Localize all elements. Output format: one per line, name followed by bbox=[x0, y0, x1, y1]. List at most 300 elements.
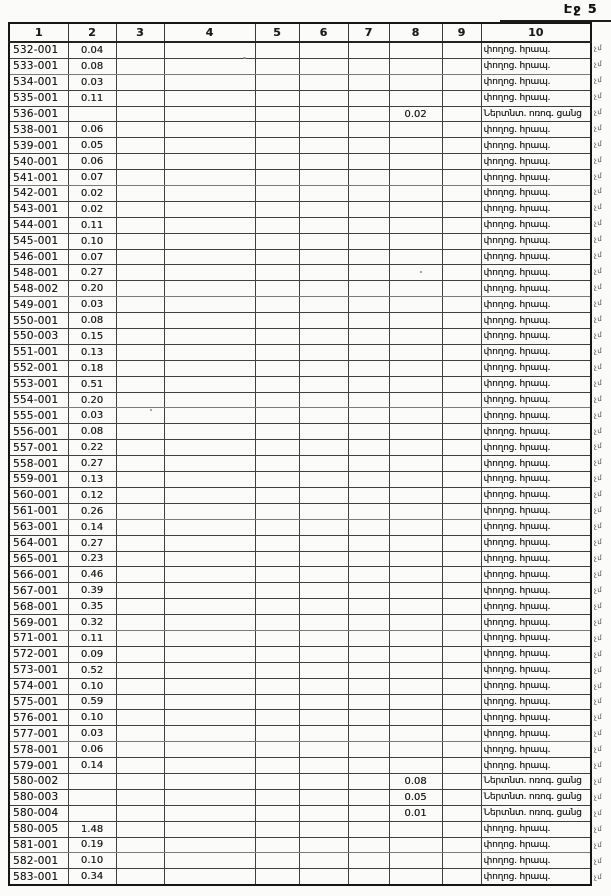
empty-cell bbox=[348, 408, 389, 424]
empty-cell bbox=[164, 360, 255, 376]
col8-area-cell bbox=[389, 440, 442, 456]
empty-cell bbox=[299, 583, 348, 599]
empty-cell bbox=[164, 726, 255, 742]
col8-area-cell bbox=[389, 630, 442, 646]
area-value-cell: 0.20 bbox=[68, 281, 116, 297]
land-use-cell: փողոց. հրապ. bbox=[481, 853, 591, 869]
empty-cell bbox=[164, 106, 255, 122]
empty-cell bbox=[116, 154, 164, 170]
table-row bbox=[9, 678, 591, 694]
parcel-code-cell: 533-001 bbox=[9, 58, 68, 74]
empty-cell bbox=[348, 376, 389, 392]
parcel-code-cell: 542-001 bbox=[9, 186, 68, 202]
empty-cell bbox=[348, 678, 389, 694]
empty-cell bbox=[348, 805, 389, 821]
land-use-cell: Ներտնտ. ոռոգ. ցանց bbox=[481, 773, 591, 789]
empty-cell bbox=[299, 630, 348, 646]
empty-cell bbox=[255, 186, 299, 202]
empty-cell bbox=[442, 122, 481, 138]
parcel-code-cell: 572-001 bbox=[9, 646, 68, 662]
parcel-code-cell: 583-001 bbox=[9, 869, 68, 885]
land-use-cell: փողոց. հրապ. bbox=[481, 170, 591, 186]
empty-cell bbox=[116, 742, 164, 758]
land-use-cell: փողոց. հրապ. bbox=[481, 551, 591, 567]
table-row bbox=[9, 821, 591, 837]
empty-cell bbox=[116, 456, 164, 472]
empty-cell bbox=[299, 329, 348, 345]
margin-annotations-column bbox=[594, 41, 611, 886]
table-row bbox=[9, 853, 591, 869]
empty-cell bbox=[348, 233, 389, 249]
empty-cell bbox=[255, 90, 299, 106]
margin-annotation: չմ bbox=[593, 554, 603, 563]
empty-cell bbox=[255, 456, 299, 472]
col8-area-cell: 0.05 bbox=[389, 789, 442, 805]
empty-cell bbox=[348, 630, 389, 646]
empty-cell bbox=[442, 821, 481, 837]
margin-annotation: չմ bbox=[593, 362, 603, 372]
empty-cell bbox=[116, 773, 164, 789]
margin-annotation: չմ bbox=[593, 139, 603, 148]
empty-cell bbox=[299, 678, 348, 694]
empty-cell bbox=[348, 456, 389, 472]
empty-cell bbox=[116, 392, 164, 408]
land-use-cell: փողոց. հրապ. bbox=[481, 503, 591, 519]
col8-area-cell bbox=[389, 58, 442, 74]
table-row bbox=[9, 58, 591, 74]
table-row bbox=[9, 170, 591, 186]
empty-cell bbox=[164, 630, 255, 646]
column-header: 4 bbox=[164, 23, 255, 42]
land-use-cell: փողոց. հրապ. bbox=[481, 313, 591, 329]
empty-cell bbox=[442, 551, 481, 567]
table-row bbox=[9, 837, 591, 853]
parcel-code-cell: 545-001 bbox=[9, 233, 68, 249]
col8-area-cell bbox=[389, 424, 442, 440]
margin-annotation: չմ bbox=[593, 187, 603, 196]
empty-cell bbox=[164, 773, 255, 789]
column-header: 7 bbox=[348, 23, 389, 42]
margin-annotation: չմ bbox=[593, 171, 603, 180]
column-header: 3 bbox=[116, 23, 164, 42]
table-row bbox=[9, 583, 591, 599]
col8-area-cell bbox=[389, 853, 442, 869]
land-use-cell: փողոց. հրապ. bbox=[481, 519, 591, 535]
empty-cell bbox=[299, 424, 348, 440]
empty-cell bbox=[348, 329, 389, 345]
land-use-cell: փողոց. հրապ. bbox=[481, 583, 591, 599]
empty-cell bbox=[299, 122, 348, 138]
empty-cell bbox=[164, 424, 255, 440]
parcel-code-cell: 540-001 bbox=[9, 154, 68, 170]
empty-cell bbox=[164, 869, 255, 885]
empty-cell bbox=[164, 758, 255, 774]
empty-cell bbox=[116, 58, 164, 74]
parcel-code-cell: 552-001 bbox=[9, 360, 68, 376]
empty-cell bbox=[164, 376, 255, 392]
empty-cell bbox=[116, 265, 164, 281]
table-row bbox=[9, 344, 591, 360]
table-row bbox=[9, 742, 591, 758]
area-value-cell: 0.08 bbox=[68, 424, 116, 440]
empty-cell bbox=[255, 408, 299, 424]
parcel-code-cell: 538-001 bbox=[9, 122, 68, 138]
empty-cell bbox=[164, 551, 255, 567]
empty-cell bbox=[442, 281, 481, 297]
empty-cell bbox=[442, 599, 481, 615]
empty-cell bbox=[442, 329, 481, 345]
empty-cell bbox=[255, 201, 299, 217]
margin-annotation: չմ bbox=[593, 107, 603, 117]
margin-annotation: չմ bbox=[593, 824, 603, 834]
empty-cell bbox=[299, 487, 348, 503]
parcel-code-cell: 577-001 bbox=[9, 726, 68, 742]
area-value-cell: 0.08 bbox=[68, 58, 116, 74]
empty-cell bbox=[255, 662, 299, 678]
table-row bbox=[9, 106, 591, 122]
column-header: 9 bbox=[442, 23, 481, 42]
empty-cell bbox=[348, 424, 389, 440]
empty-cell bbox=[299, 313, 348, 329]
empty-cell bbox=[442, 615, 481, 631]
empty-cell bbox=[348, 742, 389, 758]
col8-area-cell bbox=[389, 74, 442, 90]
empty-cell bbox=[348, 662, 389, 678]
empty-cell bbox=[164, 853, 255, 869]
parcel-code-cell: 568-001 bbox=[9, 599, 68, 615]
land-use-cell: փողոց. հրապ. bbox=[481, 408, 591, 424]
margin-annotation: չմ bbox=[593, 809, 603, 818]
empty-cell bbox=[348, 392, 389, 408]
table-header-row bbox=[9, 23, 591, 42]
table-row bbox=[9, 297, 591, 313]
empty-cell bbox=[255, 122, 299, 138]
empty-cell bbox=[442, 217, 481, 233]
empty-cell bbox=[299, 170, 348, 186]
empty-cell bbox=[299, 472, 348, 488]
land-use-cell: փողոց. հրապ. bbox=[481, 58, 591, 74]
empty-cell bbox=[255, 535, 299, 551]
table-row bbox=[9, 535, 591, 551]
empty-cell bbox=[164, 408, 255, 424]
column-header: 10 bbox=[481, 23, 591, 42]
margin-annotation: չմ bbox=[593, 251, 603, 260]
col8-area-cell bbox=[389, 456, 442, 472]
empty-cell bbox=[442, 170, 481, 186]
empty-cell bbox=[116, 90, 164, 106]
empty-cell bbox=[348, 360, 389, 376]
empty-cell bbox=[442, 74, 481, 90]
table-wrapper bbox=[8, 22, 592, 886]
margin-annotation: չմ bbox=[593, 856, 603, 866]
empty-cell bbox=[164, 186, 255, 202]
empty-cell bbox=[348, 646, 389, 662]
margin-annotation: չմ bbox=[593, 314, 603, 324]
land-use-cell: փողոց. հրապ. bbox=[481, 456, 591, 472]
empty-cell bbox=[255, 789, 299, 805]
area-value-cell: 0.14 bbox=[68, 519, 116, 535]
empty-cell bbox=[348, 583, 389, 599]
empty-cell bbox=[348, 487, 389, 503]
empty-cell bbox=[348, 503, 389, 519]
area-value-cell: 0.03 bbox=[68, 726, 116, 742]
empty-cell bbox=[348, 440, 389, 456]
area-value-cell bbox=[68, 805, 116, 821]
parcel-code-cell: 558-001 bbox=[9, 456, 68, 472]
empty-cell bbox=[164, 710, 255, 726]
empty-cell bbox=[442, 138, 481, 154]
empty-cell bbox=[116, 42, 164, 58]
area-value-cell: 0.06 bbox=[68, 122, 116, 138]
empty-cell bbox=[116, 519, 164, 535]
empty-cell bbox=[255, 106, 299, 122]
empty-cell bbox=[164, 519, 255, 535]
empty-cell bbox=[255, 265, 299, 281]
area-value-cell: 0.07 bbox=[68, 170, 116, 186]
empty-cell bbox=[164, 42, 255, 58]
table-row bbox=[9, 551, 591, 567]
margin-annotation: չմ bbox=[593, 346, 603, 356]
col8-area-cell bbox=[389, 344, 442, 360]
area-value-cell: 0.04 bbox=[68, 42, 116, 58]
empty-cell bbox=[299, 567, 348, 583]
margin-annotation: չմ bbox=[593, 474, 603, 483]
empty-cell bbox=[255, 138, 299, 154]
scan-speck bbox=[420, 271, 422, 273]
table-row bbox=[9, 456, 591, 472]
land-use-cell: փողոց. հրապ. bbox=[481, 424, 591, 440]
land-use-cell: փողոց. հրապ. bbox=[481, 138, 591, 154]
empty-cell bbox=[164, 170, 255, 186]
empty-cell bbox=[348, 773, 389, 789]
parcel-code-cell: 559-001 bbox=[9, 472, 68, 488]
empty-cell bbox=[299, 74, 348, 90]
col8-area-cell bbox=[389, 678, 442, 694]
empty-cell bbox=[442, 487, 481, 503]
area-value-cell: 0.13 bbox=[68, 344, 116, 360]
parcel-code-cell: 544-001 bbox=[9, 217, 68, 233]
empty-cell bbox=[442, 646, 481, 662]
col8-area-cell bbox=[389, 265, 442, 281]
area-value-cell: 0.06 bbox=[68, 742, 116, 758]
empty-cell bbox=[348, 599, 389, 615]
empty-cell bbox=[348, 551, 389, 567]
parcel-code-cell: 550-001 bbox=[9, 313, 68, 329]
empty-cell bbox=[164, 297, 255, 313]
empty-cell bbox=[348, 281, 389, 297]
margin-annotation: չմ bbox=[593, 681, 603, 690]
area-value-cell: 0.11 bbox=[68, 630, 116, 646]
area-value-cell: 0.34 bbox=[68, 869, 116, 885]
empty-cell bbox=[442, 106, 481, 122]
empty-cell bbox=[299, 646, 348, 662]
empty-cell bbox=[255, 869, 299, 885]
parcel-code-cell: 541-001 bbox=[9, 170, 68, 186]
margin-annotation: չմ bbox=[593, 601, 603, 611]
land-use-cell: փողոց. հրապ. bbox=[481, 646, 591, 662]
land-use-cell: փողոց. հրապ. bbox=[481, 344, 591, 360]
col8-area-cell bbox=[389, 694, 442, 710]
empty-cell bbox=[164, 487, 255, 503]
area-value-cell: 0.10 bbox=[68, 678, 116, 694]
col8-area-cell bbox=[389, 122, 442, 138]
table-row bbox=[9, 217, 591, 233]
parcel-code-cell: 546-001 bbox=[9, 249, 68, 265]
empty-cell bbox=[164, 265, 255, 281]
parcel-code-cell: 556-001 bbox=[9, 424, 68, 440]
empty-cell bbox=[255, 424, 299, 440]
scan-speck bbox=[150, 409, 152, 411]
parcel-code-cell: 561-001 bbox=[9, 503, 68, 519]
empty-cell bbox=[116, 726, 164, 742]
margin-annotation: չմ bbox=[593, 713, 603, 722]
margin-annotation: չմ bbox=[593, 330, 603, 340]
empty-cell bbox=[255, 615, 299, 631]
empty-cell bbox=[299, 233, 348, 249]
empty-cell bbox=[116, 472, 164, 488]
parcel-code-cell: 551-001 bbox=[9, 344, 68, 360]
empty-cell bbox=[348, 726, 389, 742]
land-use-cell: փողոց. հրապ. bbox=[481, 329, 591, 345]
empty-cell bbox=[299, 344, 348, 360]
parcel-code-cell: 580-002 bbox=[9, 773, 68, 789]
parcel-code-cell: 554-001 bbox=[9, 392, 68, 408]
empty-cell bbox=[164, 122, 255, 138]
area-value-cell: 0.32 bbox=[68, 615, 116, 631]
empty-cell bbox=[348, 869, 389, 885]
col8-area-cell bbox=[389, 742, 442, 758]
col8-area-cell bbox=[389, 487, 442, 503]
empty-cell bbox=[164, 567, 255, 583]
land-use-cell: փողոց. հրապ. bbox=[481, 233, 591, 249]
land-use-cell: փողոց. հրապ. bbox=[481, 360, 591, 376]
empty-cell bbox=[164, 615, 255, 631]
empty-cell bbox=[255, 742, 299, 758]
empty-cell bbox=[164, 742, 255, 758]
empty-cell bbox=[116, 710, 164, 726]
col8-area-cell bbox=[389, 281, 442, 297]
empty-cell bbox=[299, 217, 348, 233]
parcel-code-cell: 560-001 bbox=[9, 487, 68, 503]
empty-cell bbox=[164, 392, 255, 408]
empty-cell bbox=[255, 726, 299, 742]
table-row bbox=[9, 233, 591, 249]
empty-cell bbox=[116, 837, 164, 853]
table-row bbox=[9, 758, 591, 774]
empty-cell bbox=[255, 217, 299, 233]
empty-cell bbox=[299, 456, 348, 472]
table-row bbox=[9, 249, 591, 265]
empty-cell bbox=[442, 630, 481, 646]
empty-cell bbox=[255, 837, 299, 853]
margin-annotation: չմ bbox=[593, 219, 603, 228]
empty-cell bbox=[299, 551, 348, 567]
land-use-cell: փողոց. հրապ. bbox=[481, 201, 591, 217]
col8-area-cell bbox=[389, 233, 442, 249]
empty-cell bbox=[255, 646, 299, 662]
land-use-cell: փողոց. հրապ. bbox=[481, 217, 591, 233]
empty-cell bbox=[348, 789, 389, 805]
parcel-code-cell: 567-001 bbox=[9, 583, 68, 599]
empty-cell bbox=[116, 138, 164, 154]
empty-cell bbox=[442, 535, 481, 551]
empty-cell bbox=[348, 90, 389, 106]
table-row bbox=[9, 42, 591, 58]
land-use-cell: փողոց. հրապ. bbox=[481, 615, 591, 631]
empty-cell bbox=[116, 74, 164, 90]
empty-cell bbox=[164, 154, 255, 170]
empty-cell bbox=[299, 694, 348, 710]
parcel-code-cell: 573-001 bbox=[9, 662, 68, 678]
empty-cell bbox=[116, 583, 164, 599]
col8-area-cell bbox=[389, 646, 442, 662]
table-row bbox=[9, 281, 591, 297]
col8-area-cell bbox=[389, 758, 442, 774]
empty-cell bbox=[116, 646, 164, 662]
empty-cell bbox=[116, 503, 164, 519]
area-value-cell: 0.03 bbox=[68, 297, 116, 313]
empty-cell bbox=[164, 329, 255, 345]
area-value-cell bbox=[68, 789, 116, 805]
empty-cell bbox=[348, 186, 389, 202]
margin-annotation: չմ bbox=[593, 123, 603, 132]
land-use-cell: փողոց. հրապ. bbox=[481, 440, 591, 456]
area-value-cell: 0.46 bbox=[68, 567, 116, 583]
empty-cell bbox=[299, 837, 348, 853]
empty-cell bbox=[164, 646, 255, 662]
table-row bbox=[9, 154, 591, 170]
empty-cell bbox=[116, 408, 164, 424]
margin-annotation: չմ bbox=[593, 506, 603, 515]
empty-cell bbox=[299, 249, 348, 265]
table-row bbox=[9, 503, 591, 519]
land-use-cell: փողոց. հրապ. bbox=[481, 122, 591, 138]
empty-cell bbox=[255, 583, 299, 599]
table-row bbox=[9, 662, 591, 678]
empty-cell bbox=[442, 662, 481, 678]
table-row bbox=[9, 376, 591, 392]
empty-cell bbox=[116, 249, 164, 265]
empty-cell bbox=[299, 519, 348, 535]
empty-cell bbox=[442, 773, 481, 789]
land-use-cell: փողոց. հրապ. bbox=[481, 265, 591, 281]
col8-area-cell bbox=[389, 726, 442, 742]
area-value-cell: 0.27 bbox=[68, 456, 116, 472]
land-use-cell: փողոց. հրապ. bbox=[481, 376, 591, 392]
empty-cell bbox=[255, 281, 299, 297]
empty-cell bbox=[255, 853, 299, 869]
empty-cell bbox=[442, 678, 481, 694]
empty-cell bbox=[442, 440, 481, 456]
parcel-code-cell: 553-001 bbox=[9, 376, 68, 392]
area-value-cell: 0.27 bbox=[68, 535, 116, 551]
col8-area-cell bbox=[389, 376, 442, 392]
land-use-cell: փողոց. հրապ. bbox=[481, 297, 591, 313]
empty-cell bbox=[116, 217, 164, 233]
col8-area-cell bbox=[389, 90, 442, 106]
empty-cell bbox=[442, 265, 481, 281]
land-parcel-table bbox=[8, 22, 592, 886]
empty-cell bbox=[348, 821, 389, 837]
empty-cell bbox=[442, 58, 481, 74]
land-use-cell: փողոց. հրապ. bbox=[481, 392, 591, 408]
area-value-cell bbox=[68, 106, 116, 122]
empty-cell bbox=[348, 758, 389, 774]
col8-area-cell bbox=[389, 615, 442, 631]
area-value-cell: 0.10 bbox=[68, 710, 116, 726]
empty-cell bbox=[255, 630, 299, 646]
margin-annotation: չմ bbox=[593, 91, 603, 101]
